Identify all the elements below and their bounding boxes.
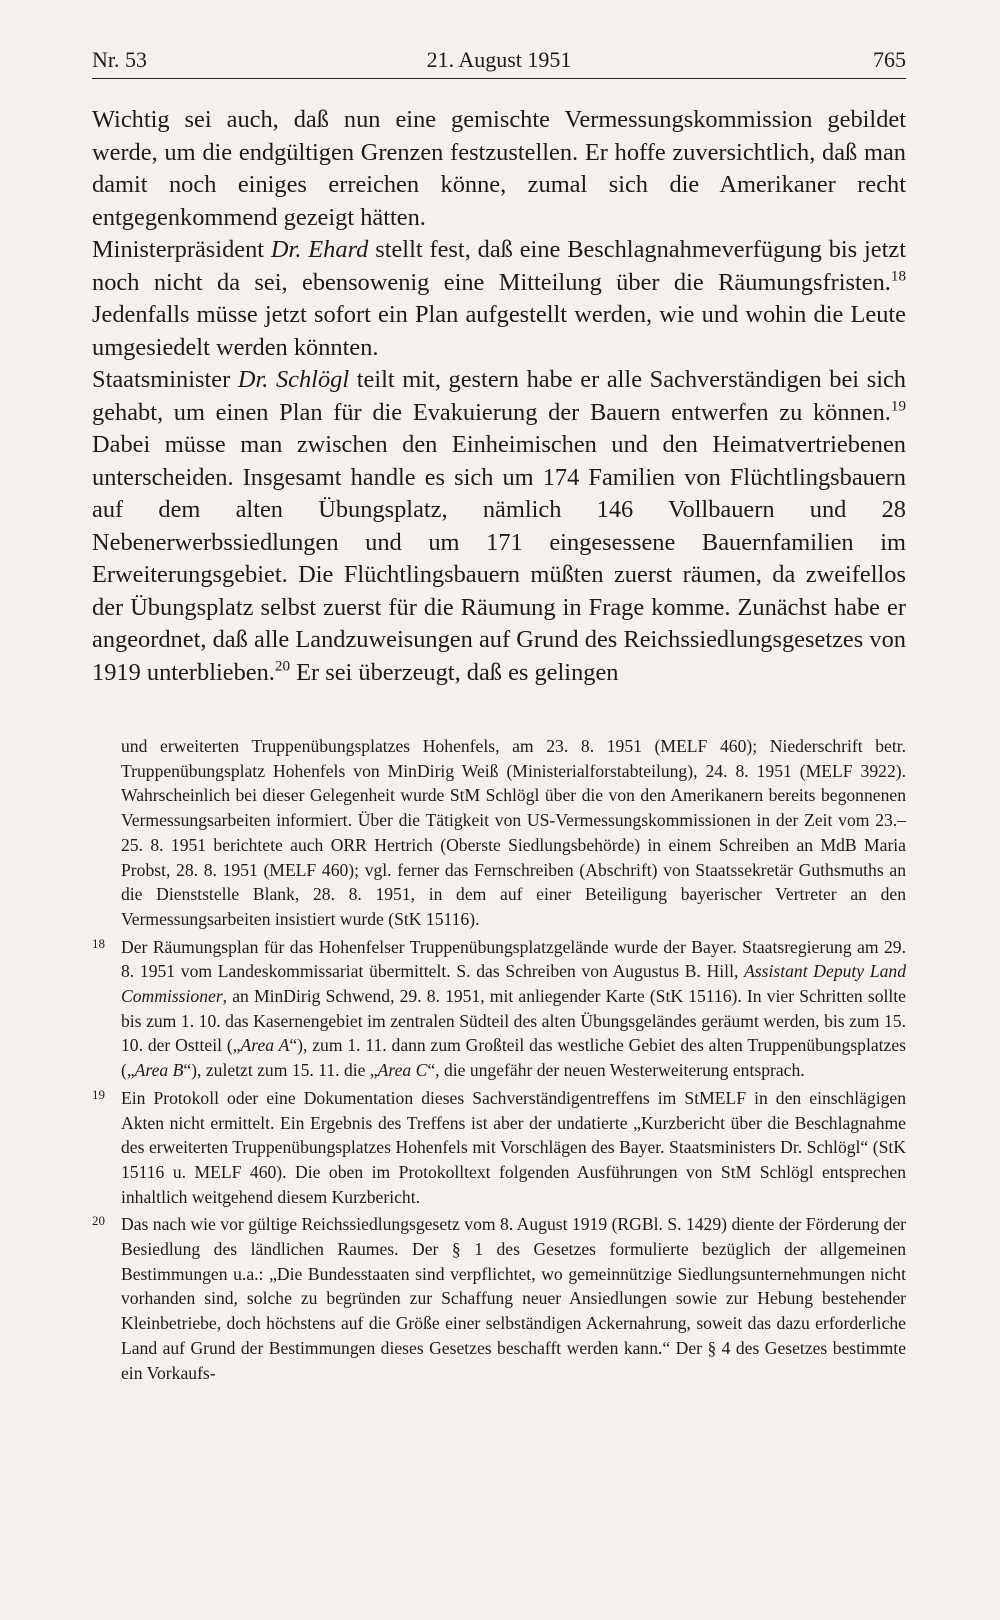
speaker-name: Schlögl — [275, 366, 350, 393]
running-header — [92, 44, 906, 76]
footnote-20: 20 Das nach wie vor gültige Reichssiedlungsgesetz vom 8. August 1919 (RGBl. S. 1429) diente der Förderung der Besiedlung des ländlichen Raumes. Der § 1 des Gesetzes formulierte bezüglich der allgemeinen Bestimmungen u.a.: „Die Bundesstaaten sind verpflichtet, wo gemeinnützige Siedlungsunternehmungen nicht vorhanden sind, solche zu begründen zur Schaffung neuer Ansiedlungen sowie zur Hebung bestehender Kleinbetriebe, doch höchstens auf die Größe einer selbständigen Ackernahrung, soweit das dazu erforderliche Land auf Grund der Bestimmungen dieses Gesetzes beschafft werden kann.“ Der § 4 des Gesetzes bestimmte ein Vorkaufs- — [92, 1212, 906, 1385]
footnotes — [92, 734, 906, 1388]
footnote-ref: 19 — [890, 398, 906, 415]
footnote-19: 19 Ein Protokoll oder eine Dokumentation dieses Sachverständigentreffens im StMELF in den einschlägigen Akten nicht ermittelt. Ein Ergebnis des Treffens ist aber der undatierte „Kurzbericht über die Beschlagnahme des erweiterten Truppenübungsplatzes Hohenfels mit Vorschlägen des Bayer. Staatsministers Dr. Schlögl“ (StK 15116 u. MELF 460). Die oben im Protokolltext folgenden Ausführungen von StM Schlögl entsprechen inhaltlich weitgehend diesem Kurzbericht. — [92, 1086, 906, 1210]
speaker-title: Dr. — [270, 236, 302, 263]
footnote-ref: 20 — [274, 658, 290, 675]
speaker-title: Dr. — [237, 366, 269, 393]
header-rule — [92, 78, 906, 79]
footnote-18: 18 Der Räumungsplan für das Hohenfelser Truppenübungsplatzgelände wurde der Bayer. Staatsregierung am 29. 8. 1951 vom Landeskommissariat übermittelt. S. das Schreiben von Augustus B. Hill, Assistant Deputy Land Commissioner, an MinDirig Schwend, 29. 8. 1951, mit anliegender Karte (StK 15116). In vier Schritten sollte bis zum 1. 10. das Kasernengebiet im zentralen Südteil des alten Übungsgeländes geräumt werden, bis zum 15. 10. der Ostteil („Area A“), zum 1. 11. dann zum Großteil das westliche Gebiet des alten Truppenübungsplatzes („Area B“), zuletzt zum 15. 11. die „Area C“, die ungefähr der neuen Westerweiterung entsprach. — [92, 935, 906, 1083]
paragraph: Wichtig sei auch, daß nun eine gemischte Vermessungskommission gebildet werde, um die endgültigen Grenzen festzustellen. Er hoffe zuversichtlich, daß man damit noch einiges erreichen könne, zumal sich die Amerikaner recht entgegenkommend gezeigt hätten. — [92, 106, 906, 231]
footnote-number: 20 — [92, 1213, 105, 1229]
header-date: 21. August 1951 — [426, 47, 572, 72]
footnote-ref: 18 — [890, 268, 906, 285]
footnote-number: 19 — [92, 1086, 105, 1102]
paragraph: Staatsminister Dr. Schlögl teilt mit, gestern habe er alle Sachverständigen bei sich gehabt, um einen Plan für die Evakuierung der Bauern entwerfen zu können.$^{19}$ Dabei müsse man zwischen den Einheimischen und den Heimatvertriebenen unterscheiden. Insgesamt handle es sich um 174 Familien von Flüchtlingsbauern auf dem alten Übungsplatz, nämlich 146 Vollbauern und 28 Nebenerwerbssiedlungen und um 171 eingesessene Bauernfamilien im Erweiterungsgebiet. Die Flüchtlingsbauern müßten zuerst räumen, da zweifellos der Übungsplatz selbst zuerst für die Räumung in Frage komme. Zunächst habe er angeordnet, daß alle Landzuweisungen auf Grund des Reichssiedlungsgesetzes von 1919 unterblieben.$^{20}$ Er sei überzeugt, daß es gelingen — [92, 366, 906, 686]
footnote-continuation: und erweiterten Truppenübungsplatzes Hohenfels, am 23. 8. 1951 (MELF 460); Niederschrift betr. Truppenübungsplatz Hohenfels von MinDirig Weiß (Ministerialforstabteilung), 24. 8. 1951 (MELF 3922). Wahrscheinlich bei dieser Gelegenheit wurde StM Schlögl über die von den Amerikanern bereits begonnenen Vermessungsarbeiten informiert. Über die Tätigkeit von US-Vermessungskommissionen in der Zeit vom 23.–25. 8. 1951 berichtete auch ORR Hertrich (Oberste Siedlungsbehörde) in einem Schreiben an MdB Maria Probst, 28. 8. 1951 (MELF 460); vgl. ferner das Fernschreiben (Abschrift) von Staatssekretär Guthsmuths an die Dienststelle Blank, 28. 8. 1951, in dem auf einer Beteiligung bayerischer Vertreter an den Vermessungsarbeiten insistiert wurde (StK 15116). — [121, 736, 906, 929]
speaker-name: Ehard — [308, 236, 369, 263]
footnote-number: 18 — [92, 935, 105, 951]
page-number: 765 — [873, 47, 906, 72]
body-text — [92, 104, 906, 689]
document-number: Nr. 53 — [92, 47, 147, 72]
paragraph: Ministerpräsident Dr. Ehard stellt fest, daß eine Beschlagnahmeverfügung bis jetzt noch nicht da sei, ebensowenig eine Mitteilung über die Räumungsfristen.$^{18}$ Jedenfalls müsse jetzt sofort ein Plan aufgestellt werden, wie und wohin die Leute umgesiedelt werden könnten. — [92, 236, 906, 361]
